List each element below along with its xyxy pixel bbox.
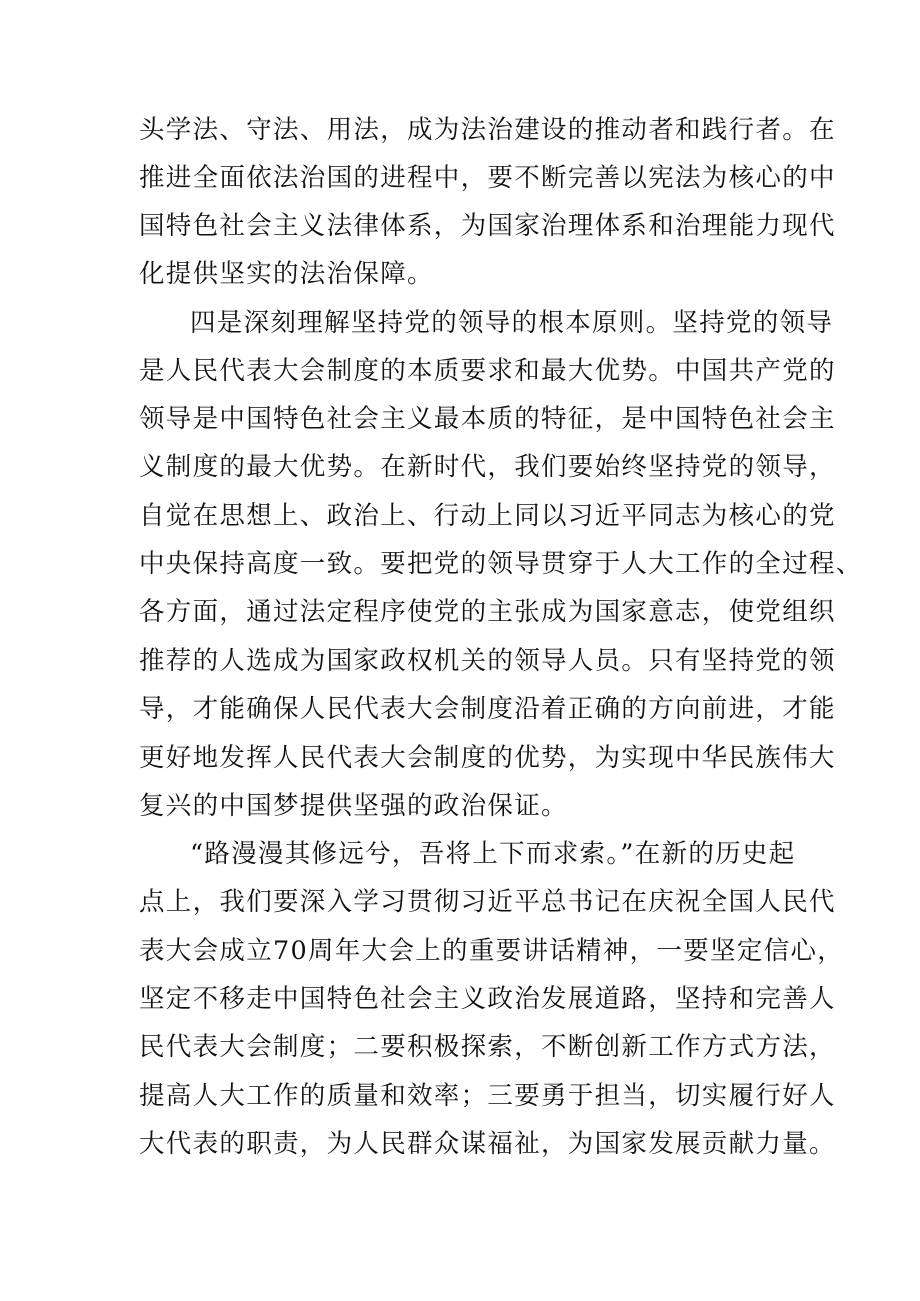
paragraph-2-line-5: 自觉在思想上、政治上、行动上同以习近平同志为核心的党 [139, 501, 836, 531]
paragraph-2-line-6: 中央保持高度一致。要把党的领导贯穿于人大工作的全过程、 [139, 549, 863, 579]
paragraph-1-line-1: 头学法、守法、用法，成为法治建设的推动者和践行者。在 [139, 115, 836, 145]
paragraph-2-line-7: 各方面，通过法定程序使党的主张成为国家意志，使党组织 [139, 597, 836, 627]
paragraph-2-line-2: 是人民代表大会制度的本质要求和最大优势。中国共产党的 [139, 356, 836, 386]
paragraph-2-line-4: 义制度的最大优势。在新时代，我们要始终坚持党的领导， [139, 452, 836, 482]
paragraph-1-line-2: 推进全面依法治国的进程中，要不断完善以宪法为核心的中 [139, 163, 836, 193]
paragraph-3-line-6: 提高人大工作的质量和效率；三要勇于担当，切实履行好人 [139, 1081, 836, 1111]
paragraph-3-line-7: 大代表的职责，为人民群众谋福祉，为国家发展贡献力量。 [139, 1129, 836, 1159]
paragraph-2-line-11: 复兴的中国梦提供坚强的政治保证。 [139, 791, 568, 821]
paragraph-3-line-1: “路漫漫其修远兮，吾将上下而求索。”在新的历史起 [190, 839, 796, 869]
paragraph-2-line-1: 四是深刻理解坚持党的领导的根本原则。坚持党的领导 [190, 308, 834, 338]
paragraph-1-line-4: 化提供坚实的法治保障。 [139, 259, 434, 289]
paragraph-3-line-2: 点上，我们要深入学习贯彻习近平总书记在庆祝全国人民代 [139, 887, 836, 917]
paragraph-3-line-3: 表大会成立70周年大会上的重要讲话精神，一要坚定信心， [139, 936, 845, 966]
paragraph-2-line-9: 导，才能确保人民代表大会制度沿着正确的方向前进，才能 [139, 694, 836, 724]
paragraph-1-line-3: 国特色社会主义法律体系，为国家治理体系和治理能力现代 [139, 211, 836, 241]
paragraph-2-line-8: 推荐的人选成为国家政权机关的领导人员。只有坚持党的领 [139, 646, 836, 676]
paragraph-3-line-5: 民代表大会制度；二要积极探索，不断创新工作方式方法， [139, 1032, 836, 1062]
paragraph-2-line-10: 更好地发挥人民代表大会制度的优势，为实现中华民族伟大 [139, 743, 836, 773]
paragraph-2-line-3: 领导是中国特色社会主义最本质的特征，是中国特色社会主 [139, 404, 836, 434]
paragraph-3-line-4: 坚定不移走中国特色社会主义政治发展道路，坚持和完善人 [139, 984, 836, 1014]
